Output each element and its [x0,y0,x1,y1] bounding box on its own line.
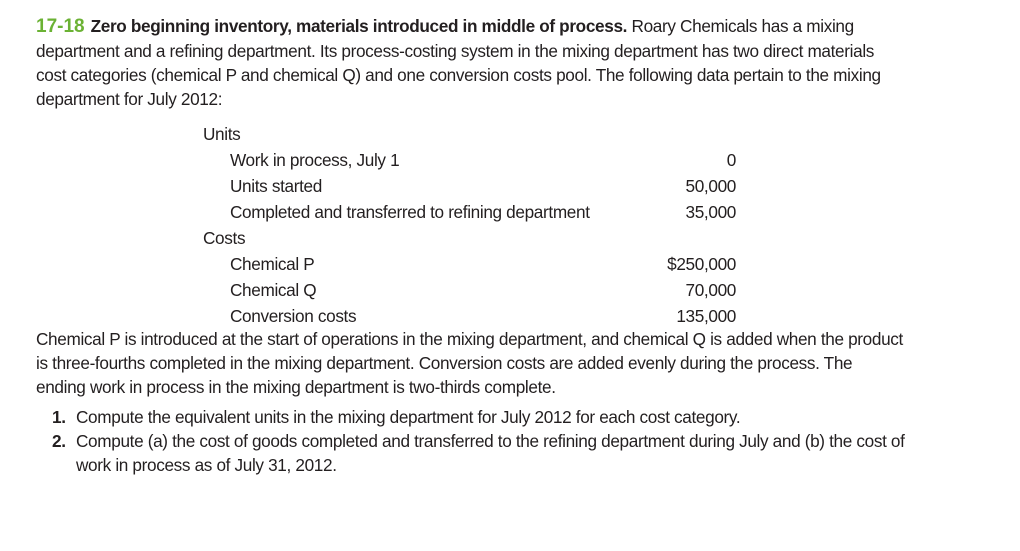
list-item [36,429,906,477]
process-description-paragraph: Chemical P is introduced at the start of operations in the mixing department, and chemical Q is added when the product is three-fourths completed in the mixing department. Conversion costs are added evenly during the process. The ending work in process in the mixing department is two-thirds complete. [36,329,903,397]
question-list [36,405,906,477]
table-row [36,173,736,199]
table-row [36,303,736,329]
problem-intro-text: Roary Chemicals has a mixing department and a refining department. Its process-costing system in the mixing department has two direct materials cost categories (chemical P and chemical Q) and one conversion costs pool. The following data pertain to the mixing department for July 2012: [36,16,881,109]
row-value: $250,000 [667,254,736,274]
row-label: Completed and transferred to refining department [230,202,590,222]
row-label: Chemical Q [230,280,317,300]
problem-number: 17-18 [36,16,85,37]
costs-heading: Costs [203,228,246,248]
question-number: 1. [52,407,66,427]
row-label: Conversion costs [230,306,357,326]
table-row [36,199,736,225]
row-value: 135,000 [676,306,736,326]
problem-page [36,14,906,477]
units-heading-row [36,121,736,147]
question-number: 2. [52,431,66,451]
row-value: 70,000 [685,280,736,300]
question-text: Compute (a) the cost of goods completed and transferred to the refining department during July and (b) the cost of work in process as of July 31, 2012. [76,431,905,475]
data-table [36,121,906,327]
table-row [36,251,736,277]
list-item [36,405,906,429]
row-label: Chemical P [230,254,315,274]
row-value: 0 [726,150,736,170]
table-row [36,277,736,303]
row-value: 35,000 [685,202,736,222]
row-label: Units started [230,176,322,196]
row-label: Work in process, July 1 [230,150,400,170]
question-text: Compute the equivalent units in the mixing department for July 2012 for each cost category. [76,407,741,427]
units-heading: Units [203,124,241,144]
costs-heading-row [36,225,736,251]
problem-intro-paragraph [36,14,906,111]
table-row [36,147,736,173]
problem-title: Zero beginning inventory, materials introduced in middle of process. [90,16,628,36]
row-value: 50,000 [685,176,736,196]
